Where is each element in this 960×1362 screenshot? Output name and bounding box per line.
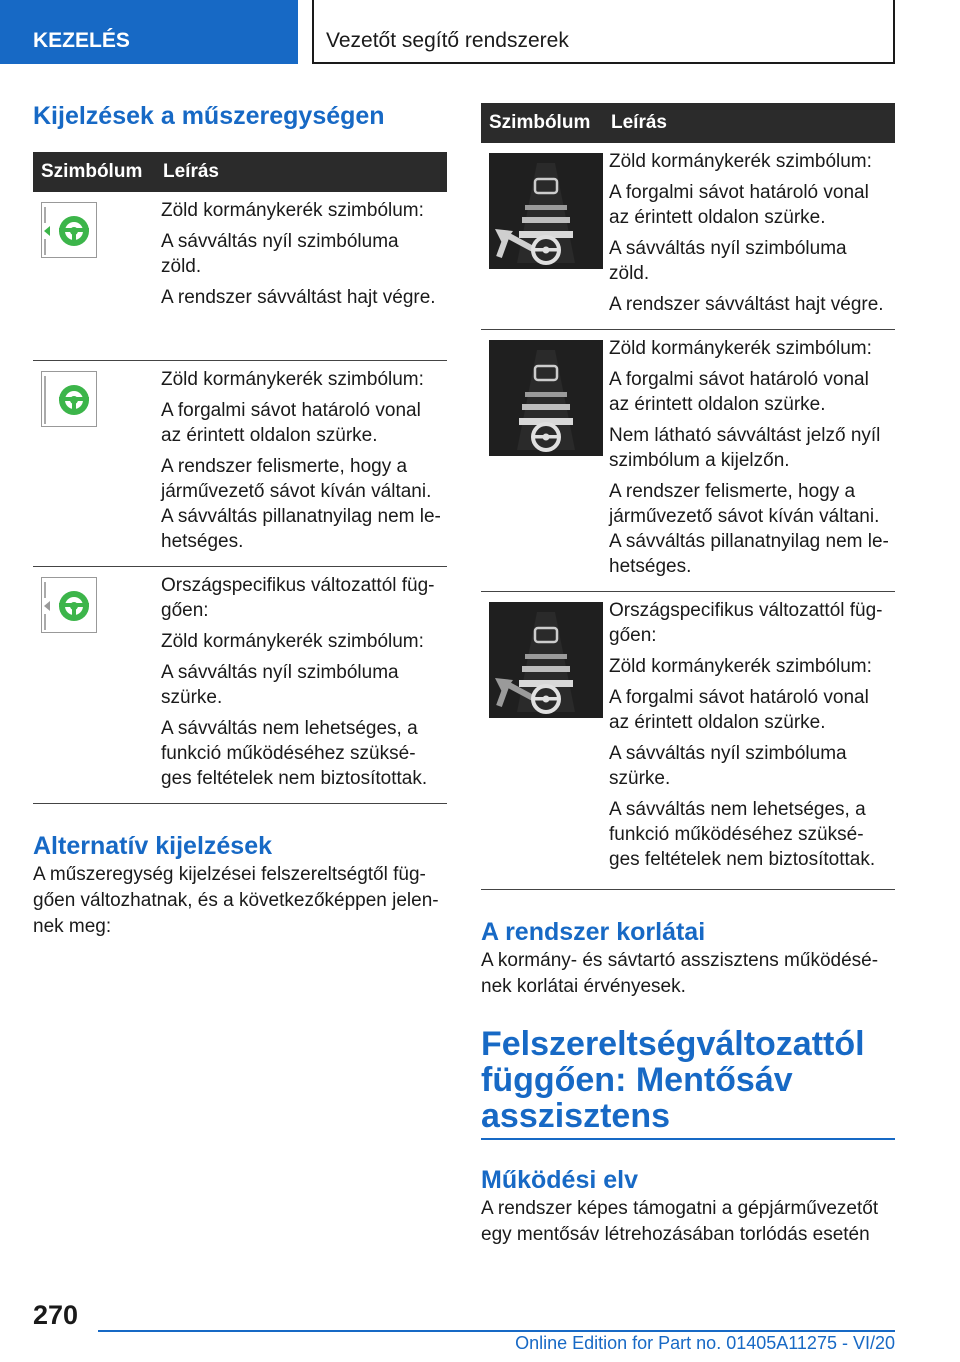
limits-text: A kormány- és sávtartó asszisztens működésé-nek korlátai érvényesek.	[481, 950, 879, 997]
table-row	[481, 592, 895, 890]
desc-line: Országspecifikus változattól füg-gően:	[161, 574, 435, 621]
steering-wheel-green-lane-grey-icon	[41, 371, 97, 427]
row-description	[603, 592, 895, 890]
page-number: 270	[33, 1300, 79, 1330]
desc-line: A sávváltás nyíl szimbóluma zöld.	[609, 238, 847, 284]
desc-line: A rendszer sávváltást hajt végre.	[161, 287, 436, 308]
row-description	[603, 143, 895, 330]
desc-line: A rendszer felismerte, hogy a járművezető sávot kíván váltani. A sávváltás pillanatnyilag nem le-hetséges.	[609, 481, 889, 577]
desc-line: Zöld kormánykerék szimbólum:	[161, 630, 424, 652]
desc-line: Zöld kormánykerék szimbólum:	[161, 368, 424, 390]
desc-line: A rendszer felismerte, hogy a járművezető sávot kíván váltani. A sávváltás pillanatnyilag nem le-hetséges.	[161, 455, 441, 552]
row-description	[155, 360, 447, 566]
desc-line: A forgalmi sávot határoló vonal az érintett oldalon szürke.	[609, 369, 869, 415]
table-header-row	[481, 103, 895, 143]
table-col-description: Leírás	[603, 103, 895, 143]
right-column	[481, 103, 895, 1248]
footer-divider	[98, 1330, 895, 1332]
table-row	[481, 330, 895, 592]
table-row	[481, 143, 895, 330]
chapter-heading-rescue-lane: Felszereltségváltozattól függően: Mentősáv asszisztens	[481, 1026, 895, 1140]
lane-change-display-arrow-icon	[489, 153, 603, 269]
table-row	[33, 566, 447, 803]
table-row	[33, 192, 447, 360]
table-row	[33, 360, 447, 566]
table-col-symbol: Szimbólum	[481, 103, 603, 143]
header-section-tab	[0, 0, 298, 64]
desc-line: Zöld kormánykerék szimbólum:	[609, 338, 872, 359]
alternative-text: A műszeregység kijelzései felszereltségtől füg-gően változhatnak, és a következőképpen jelen-nek meg:	[33, 863, 439, 937]
header-chapter-title	[312, 0, 895, 64]
header-section-label: KEZELÉS	[33, 29, 130, 52]
symbol-table-right	[481, 103, 895, 890]
desc-line: Nem látható sávváltást jelző nyíl szimbólum a kijelzőn.	[609, 425, 881, 471]
desc-line: A rendszer sávváltást hajt végre.	[609, 294, 884, 315]
desc-line: Zöld kormánykerék szimbólum:	[609, 656, 872, 677]
section-heading-limits: A rendszer korlátai	[481, 918, 706, 946]
desc-line: A sávváltás nyíl szimbóluma zöld.	[161, 231, 399, 277]
desc-line: A sávváltás nyíl szimbóluma szürke.	[161, 661, 399, 708]
desc-line: Országspecifikus változattól füg-gően:	[609, 600, 883, 646]
table-header-row	[33, 152, 447, 192]
desc-line: Zöld kormánykerék szimbólum:	[161, 200, 424, 221]
section-heading-displays: Kijelzések a műszeregységen	[33, 102, 385, 130]
desc-line: Zöld kormánykerék szimbólum:	[609, 151, 872, 172]
row-description	[603, 330, 895, 592]
section-heading-principle: Működési elv	[481, 1166, 638, 1194]
desc-line: A sávváltás nem lehetséges, a funkció működéséhez szüksé-ges feltételek nem biztosítottak.	[609, 799, 876, 870]
steering-wheel-green-arrow-grey-icon	[41, 577, 97, 633]
section-heading-alternative: Alternatív kijelzések	[33, 831, 273, 860]
left-column	[33, 100, 447, 940]
row-description	[155, 192, 447, 360]
desc-line: A forgalmi sávot határoló vonal az érintett oldalon szürke.	[609, 687, 869, 733]
desc-line: A sávváltás nyíl szimbóluma szürke.	[609, 743, 847, 789]
desc-line: A forgalmi sávot határoló vonal az érintett oldalon szürke.	[161, 399, 421, 446]
lane-change-display-noarrow-icon	[489, 340, 603, 456]
desc-line: A forgalmi sávot határoló vonal az érintett oldalon szürke.	[609, 182, 869, 228]
desc-line: A sávváltás nem lehetséges, a funkció működéséhez szüksé-ges feltételek nem biztosítottak.	[161, 717, 428, 789]
table-col-symbol: Szimbólum	[33, 152, 155, 192]
footer-edition: Online Edition for Part no. 01405A11275 - VI/20	[515, 1333, 895, 1353]
header-chapter-label: Vezetőt segítő rendszerek	[326, 29, 569, 52]
symbol-table-left	[33, 152, 447, 804]
principle-text: A rendszer képes támogatni a gépjárművezetőt egy mentősáv létrehozásában torlódás esetén	[481, 1198, 879, 1245]
row-description	[155, 566, 447, 803]
steering-wheel-green-arrow-green-icon	[41, 202, 97, 258]
lane-change-display-arrow-grey-icon	[489, 602, 603, 718]
table-col-description: Leírás	[155, 152, 447, 192]
